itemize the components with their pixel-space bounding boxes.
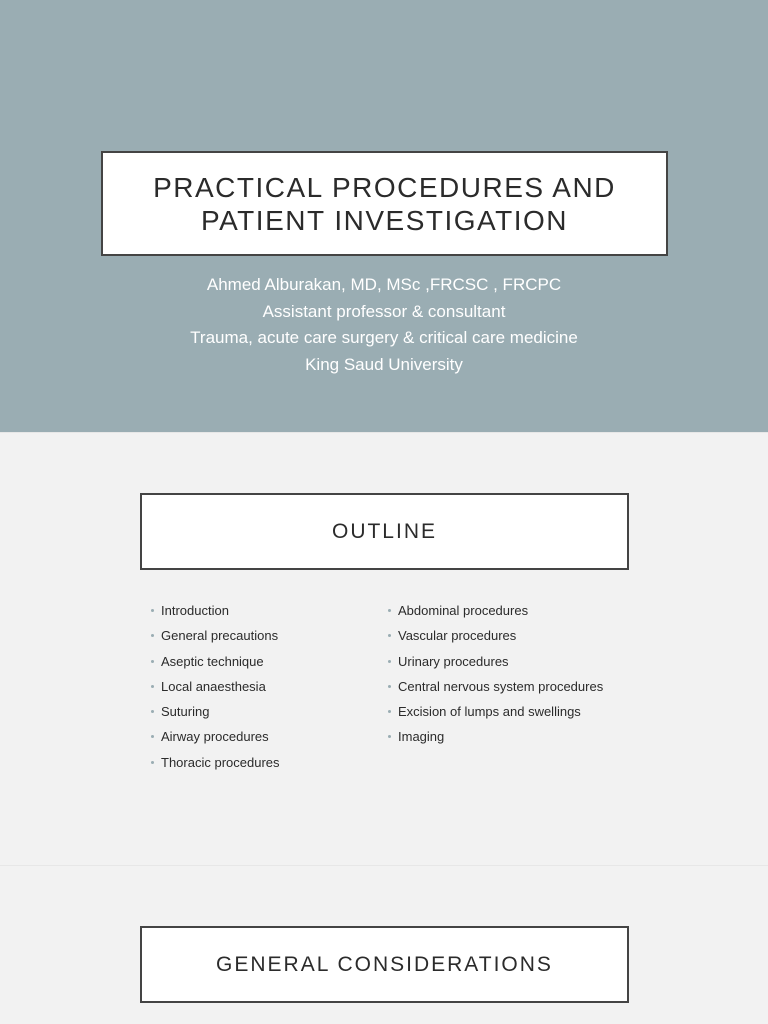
list-item: Vascular procedures: [383, 623, 603, 648]
list-item: Urinary procedures: [383, 649, 603, 674]
outline-slide: [0, 433, 768, 865]
general-considerations-slide: [0, 866, 768, 1024]
list-item: Excision of lumps and swellings: [383, 699, 603, 724]
list-item: Abdominal procedures: [383, 598, 603, 623]
presenter-specialty: Trauma, acute care surgery & critical care medicine: [190, 328, 578, 347]
list-item: Imaging: [383, 724, 603, 749]
list-item: Introduction: [146, 598, 280, 623]
presentation-title: PRACTICAL PROCEDURES AND PATIENT INVESTIGATION: [153, 171, 616, 236]
list-item: Local anaesthesia: [146, 674, 280, 699]
list-item: Thoracic procedures: [146, 750, 280, 775]
outline-list-right: [383, 598, 603, 750]
presenter-institution: King Saud University: [305, 354, 463, 374]
title-slide: [0, 0, 768, 432]
presenter-position: Assistant professor & consultant: [262, 301, 506, 321]
presenter-name: Ahmed Alburakan, MD, MSc ,FRCSC , FRCPC: [206, 275, 562, 294]
list-item: Aseptic technique: [146, 649, 280, 674]
outline-title-box: [140, 493, 629, 570]
presenter-info: [0, 272, 768, 378]
general-considerations-title: GENERAL CONSIDERATIONS: [216, 952, 553, 976]
list-item: General precautions: [146, 623, 280, 648]
list-item: Airway procedures: [146, 724, 280, 749]
list-item: Central nervous system procedures: [383, 674, 603, 699]
list-item: Suturing: [146, 699, 280, 724]
outline-list-left: [146, 598, 280, 775]
general-considerations-title-box: [140, 926, 629, 1003]
title-box: [101, 151, 668, 256]
outline-title: OUTLINE: [331, 519, 437, 543]
